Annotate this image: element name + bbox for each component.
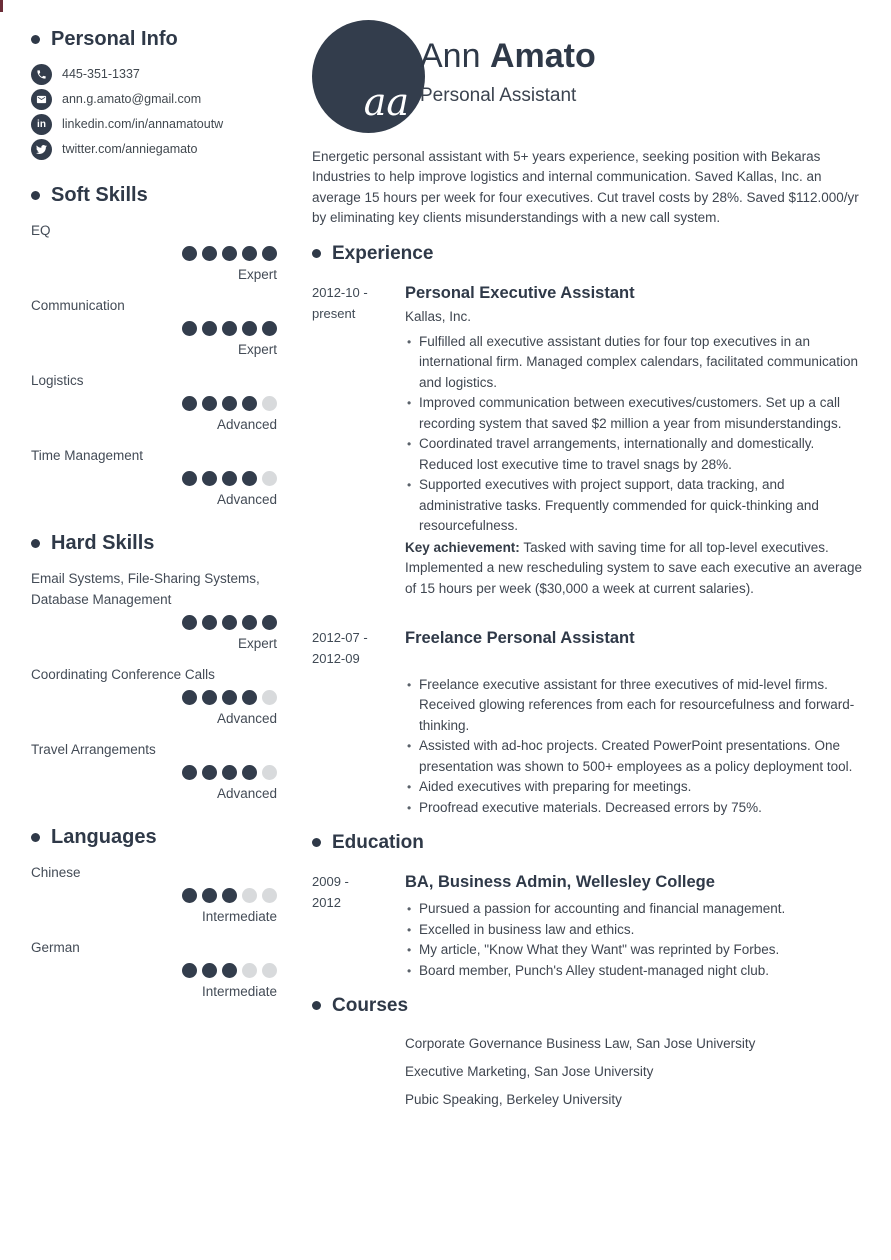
sidebar <box>31 28 277 1024</box>
entry-body <box>405 627 868 819</box>
section-bullet-icon <box>31 191 40 200</box>
skill-dots <box>31 396 277 411</box>
twitter-url: twitter.com/anniegamato <box>62 142 198 156</box>
language-name: Chinese <box>31 865 81 880</box>
phone-icon <box>31 64 52 85</box>
avatar-monogram: aa <box>363 80 409 124</box>
bullet-item: • Coordinated travel arrangements, internationally and domestically. Reduced lost executive time to travel snags by 28%. <box>405 434 868 475</box>
dot-filled-icon <box>202 888 217 903</box>
dot-filled-icon <box>202 321 217 336</box>
section-bullet-icon <box>31 35 40 44</box>
dot-filled-icon <box>222 321 237 336</box>
dot-filled-icon <box>202 396 217 411</box>
dot-filled-icon <box>242 690 257 705</box>
section-bullet-icon <box>31 539 40 548</box>
bullet-item: • Improved communication between executives/customers. Set up a call recording system that saved $2 million a year from misunderstandings. <box>405 393 868 434</box>
dot-filled-icon <box>182 888 197 903</box>
skill-item <box>31 220 277 283</box>
contact-row-phone <box>31 64 277 85</box>
dot-empty-icon <box>262 471 277 486</box>
dot-filled-icon <box>222 888 237 903</box>
name-block <box>420 36 596 108</box>
section-bullet-icon <box>312 249 321 258</box>
language-name: German <box>31 940 80 955</box>
bullet-item: • Pursued a passion for accounting and financial management. <box>405 899 868 920</box>
bullet-list <box>405 899 868 981</box>
dot-filled-icon <box>242 765 257 780</box>
job-role: Personal Executive Assistant <box>405 283 635 302</box>
skill-item <box>31 664 277 727</box>
courses-list <box>405 1034 868 1109</box>
section-bullet-icon <box>31 833 40 842</box>
dot-filled-icon <box>182 321 197 336</box>
dot-filled-icon <box>182 690 197 705</box>
personal-info-section <box>31 28 277 160</box>
bullet-item: • Excelled in business law and ethics. <box>405 920 868 941</box>
dot-filled-icon <box>242 396 257 411</box>
dot-filled-icon <box>222 396 237 411</box>
languages-section <box>31 826 277 1000</box>
dot-filled-icon <box>222 246 237 261</box>
skill-name: Time Management <box>31 448 144 463</box>
date-from: 2009 - <box>312 874 349 889</box>
skill-name: Email Systems, File-Sharing Systems, Database Management <box>31 571 260 607</box>
corner-tick <box>0 0 3 12</box>
dot-filled-icon <box>242 615 257 630</box>
entry-dates <box>312 627 405 819</box>
skill-level-label: Expert <box>237 267 277 282</box>
dot-filled-icon <box>182 963 197 978</box>
skill-dots <box>31 246 277 261</box>
dot-empty-icon <box>242 963 257 978</box>
contact-row-twitter <box>31 139 277 160</box>
dot-filled-icon <box>262 321 277 336</box>
education-heading <box>312 832 868 853</box>
education-entry <box>312 871 868 981</box>
skill-dots <box>31 321 277 336</box>
degree-title: BA, Business Admin, Wellesley College <box>405 873 715 891</box>
bullet-item: • Assisted with ad-hoc projects. Created PowerPoint presentations. One presentation was shown to 500+ employees as a policy deployment tool. <box>405 736 868 777</box>
date-from: 2012-10 - <box>312 284 368 300</box>
skill-level-label: Expert <box>237 342 277 357</box>
dot-empty-icon <box>262 396 277 411</box>
dot-filled-icon <box>222 615 237 630</box>
language-dots <box>31 888 277 903</box>
date-to: 2012-09 <box>312 650 360 666</box>
bullet-item: • My article, "Know What they Want" was reprinted by Forbes. <box>405 940 868 961</box>
date-to: 2012 <box>312 895 341 910</box>
bullet-item: • Supported executives with project support, data tracking, and administrative tasks. Frequently commended for quick-thinking and resourcefulness. <box>405 475 868 537</box>
date-to: present <box>312 305 356 321</box>
bullet-item: • Proofread executive materials. Decreased errors by 75%. <box>405 798 868 819</box>
entry-body <box>405 871 868 981</box>
dot-filled-icon <box>222 765 237 780</box>
soft-skills-section <box>31 184 277 508</box>
dot-filled-icon <box>202 963 217 978</box>
dot-filled-icon <box>202 615 217 630</box>
twitter-icon <box>31 139 52 160</box>
bullet-item: • Freelance executive assistant for three executives of mid-level firms. Received glowing references from each for resourcefulness and forward-thinking. <box>405 675 868 737</box>
dot-filled-icon <box>182 246 197 261</box>
personal-info-heading <box>31 28 277 50</box>
section-title: Experience <box>332 242 434 264</box>
main-column <box>312 20 868 1118</box>
experience-entry <box>312 627 868 819</box>
section-title: Courses <box>332 995 409 1016</box>
dot-empty-icon <box>242 888 257 903</box>
skill-item <box>31 445 277 508</box>
entry-body <box>405 282 868 613</box>
skill-name: EQ <box>31 223 51 238</box>
soft-skills-heading <box>31 184 277 206</box>
email-icon <box>31 89 52 110</box>
dot-empty-icon <box>262 690 277 705</box>
language-level-label: Intermediate <box>201 984 277 999</box>
skill-level-label: Advanced <box>216 417 277 432</box>
linkedin-url: linkedin.com/in/annamatoutw <box>62 117 224 131</box>
dot-empty-icon <box>262 888 277 903</box>
summary-paragraph: Energetic personal assistant with 5+ years experience, seeking position with Bekaras Industries to help improve logistics and internal communication. Saved Kallas, Inc. an average 15 hours per week for four executives. Cut travel costs by 28%. Saved $112.000/yr by eliminating key clients misunderstandings with a new call system. <box>312 148 859 225</box>
skill-dots <box>31 471 277 486</box>
date-from: 2012-07 - <box>312 629 368 645</box>
contact-row-linkedin <box>31 114 277 135</box>
company-name: Kallas, Inc. <box>405 308 472 324</box>
dot-filled-icon <box>182 396 197 411</box>
language-dots <box>31 963 277 978</box>
linkedin-icon: in <box>31 114 52 135</box>
dot-filled-icon <box>202 690 217 705</box>
skill-level-label: Advanced <box>216 492 277 507</box>
key-achievement-text: Tasked with saving time for all top-level executives. Implemented a new rescheduling system to save each executive an average of 15 hours per week ($30,000 a week at current salaries). <box>405 539 863 596</box>
course-item: Executive Marketing, San Jose University <box>405 1064 654 1079</box>
dot-empty-icon <box>262 765 277 780</box>
course-item: Corporate Governance Business Law, San Jose University <box>405 1036 756 1051</box>
dot-filled-icon <box>242 246 257 261</box>
contact-row-email <box>31 89 277 110</box>
skill-name: Travel Arrangements <box>31 742 156 757</box>
dot-filled-icon <box>202 246 217 261</box>
course-item: Pubic Speaking, Berkeley University <box>405 1092 622 1107</box>
section-title: Languages <box>51 826 157 848</box>
bullet-item: • Board member, Punch's Alley student-managed night club. <box>405 961 868 982</box>
section-title: Education <box>332 832 424 853</box>
skill-name: Logistics <box>31 373 84 388</box>
experience-heading <box>312 243 868 264</box>
dot-filled-icon <box>242 321 257 336</box>
dot-filled-icon <box>202 471 217 486</box>
skill-dots <box>31 615 277 630</box>
hard-skills-section <box>31 532 277 802</box>
bullet-list <box>405 332 868 537</box>
dot-filled-icon <box>222 963 237 978</box>
skill-item <box>31 568 277 652</box>
key-achievement <box>405 538 868 600</box>
courses-heading <box>312 995 868 1016</box>
skill-level-label: Expert <box>237 636 277 651</box>
skill-item <box>31 295 277 358</box>
hard-skills-heading <box>31 532 277 554</box>
avatar <box>312 20 425 133</box>
phone-number: 445-351-1337 <box>62 67 140 81</box>
dot-filled-icon <box>262 246 277 261</box>
section-title: Soft Skills <box>51 184 148 206</box>
entry-dates <box>312 282 405 613</box>
language-level-label: Intermediate <box>201 909 277 924</box>
bullet-item: • Aided executives with preparing for meetings. <box>405 777 868 798</box>
dot-filled-icon <box>262 615 277 630</box>
dot-filled-icon <box>242 471 257 486</box>
dot-filled-icon <box>202 765 217 780</box>
first-name: Ann <box>420 37 481 75</box>
skill-dots <box>31 690 277 705</box>
section-bullet-icon <box>312 1001 321 1010</box>
person-name <box>420 36 596 76</box>
language-item <box>31 862 277 925</box>
job-title: Personal Assistant <box>420 85 577 106</box>
dot-filled-icon <box>182 471 197 486</box>
dot-empty-icon <box>262 963 277 978</box>
email-address: ann.g.amato@gmail.com <box>62 92 202 106</box>
key-achievement-label: Key achievement: <box>405 539 520 555</box>
section-title: Personal Info <box>51 28 178 50</box>
skill-name: Coordinating Conference Calls <box>31 667 215 682</box>
skill-dots <box>31 765 277 780</box>
dot-filled-icon <box>182 765 197 780</box>
dot-filled-icon <box>222 471 237 486</box>
skill-level-label: Advanced <box>216 786 277 801</box>
last-name: Amato <box>489 37 596 75</box>
skill-name: Communication <box>31 298 125 313</box>
languages-heading <box>31 826 277 848</box>
language-item <box>31 937 277 1000</box>
experience-entry <box>312 282 868 613</box>
dot-filled-icon <box>222 690 237 705</box>
bullet-list <box>405 675 868 819</box>
skill-item <box>31 370 277 433</box>
section-bullet-icon <box>312 838 321 847</box>
bullet-item: • Fulfilled all executive assistant duties for four top executives in an international firm. Managed complex calendars, facilitated communication and logistics. <box>405 332 868 394</box>
section-title: Hard Skills <box>51 532 155 554</box>
skill-item <box>31 739 277 802</box>
job-role: Freelance Personal Assistant <box>405 628 635 647</box>
entry-dates <box>312 871 405 981</box>
skill-level-label: Advanced <box>216 711 277 726</box>
dot-filled-icon <box>182 615 197 630</box>
resume-header <box>312 20 868 133</box>
